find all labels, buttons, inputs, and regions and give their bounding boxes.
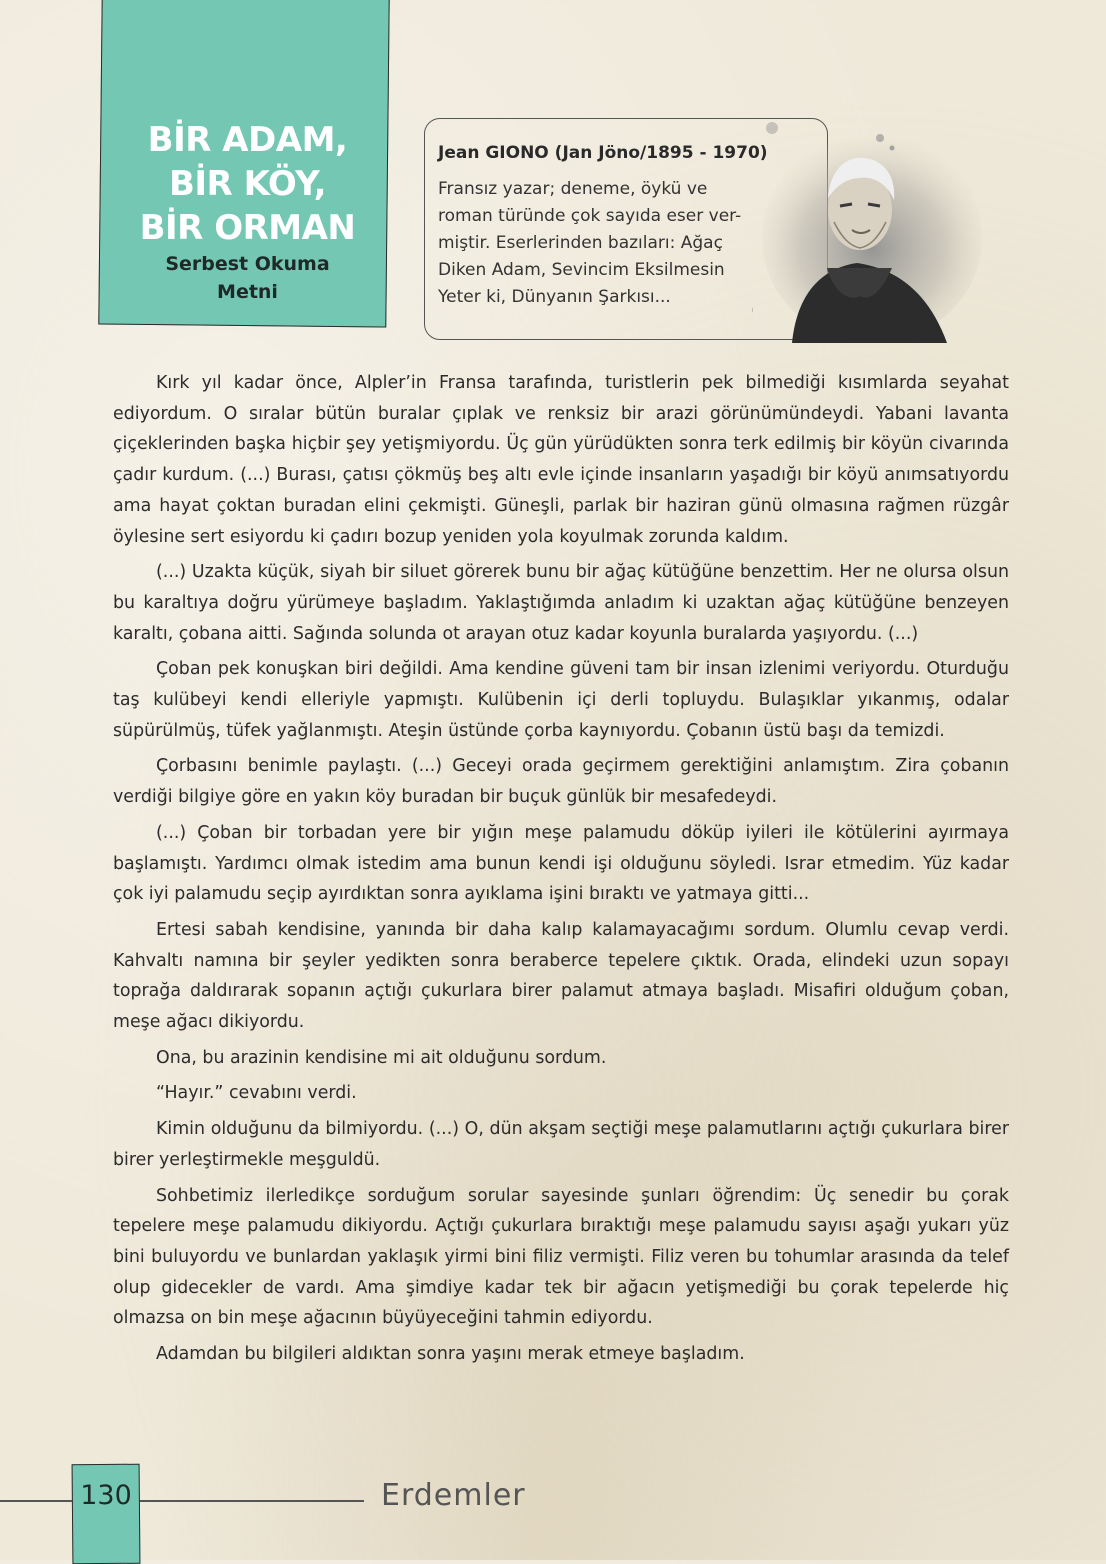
- author-desc-line: Diken Adam, Sevincim Eksilmesin: [438, 260, 725, 280]
- footer-divider: [140, 1500, 364, 1502]
- author-desc-line: Fransız yazar; deneme, öykü ve: [438, 179, 708, 199]
- title-line: BİR KÖY,: [168, 164, 326, 204]
- paragraph: “Hayır.” cevabını verdi.: [156, 1083, 357, 1104]
- footer-divider: [0, 1500, 72, 1502]
- paragraph: (...) Çoban bir torbadan yere bir yığın meşe palamudu döküp iyileri ile kötülerini ayırmaya başlamıştı. Yardımcı olmak istedim ama bunun kendi işi olduğunu söyledi. Israr etmedim. Yüz kadar çok iyi palamudu seçip ayırdıktan sonra ayıklama işini bıraktı ve yatmaya gitti...: [113, 822, 1009, 905]
- paragraph: Sohbetimiz ilerledikçe sorduğum sorular sayesinde şunları öğrendim: Üç senedir bu çorak tepelere meşe palamudu dikiyordu. Açtığı çukurlara bıraktığı meşe palamudu sayısı aşağı yukarı yüz bini buluyordu ve bunlardan yaklaşık yirmi bini filiz vermişti. Filiz veren bu tohumlar arasında da telef olup gidecekler de vardı. Ama şimdiye kadar tek bir ağacın yetişmediği bu çorak tepelerde hiç olmazsa on bin meşe ağacının büyüyeceğini tahmin ediyordu.: [113, 1185, 1009, 1329]
- paragraph: Kırk yıl kadar önce, Alpler’in Fransa tarafında, turistlerin pek bilmediği kısımlarda seyahat ediyordum. O sıralar bütün buralar çıplak ve renksiz bir arazi görünümündeydi. Yabani lavanta çiçeklerinden başka hiçbir şey yetişmiyordu. Üç gün yürüdükten sonra terk edilmiş bir köyün civarında çadır kurdum. (...) Burası, çatısı çökmüş beş altı evle içinde insanların yaşadığı bir köyü anımsatıyordu ama hayat çoktan buradan elini çekmişti. Güneşli, parlak bir haziran günü olmasına rağmen rüzgâr öylesine sert esiyordu ki çadırı bozup yeniden yola koyulmak zorunda kaldım.: [113, 373, 1009, 547]
- paragraph: Ona, bu arazinin kendisine mi ait olduğunu sordum.: [156, 1047, 607, 1068]
- page-number-tab: [72, 1464, 141, 1564]
- title-line: BİR ADAM,: [147, 120, 348, 160]
- author-name: Jean GIONO (Jan Jöno/1895 - 1970): [438, 143, 768, 163]
- book-title: Erdemler: [381, 1478, 526, 1513]
- title-block: [110, 118, 385, 306]
- paragraph: Adamdan bu bilgileri aldıktan sonra yaşını merak etmeye başladım.: [156, 1344, 745, 1365]
- story-text: [113, 368, 1009, 1375]
- author-desc-line: roman türünde çok sayıda eser ver-: [438, 206, 742, 226]
- paragraph: (...) Uzakta küçük, siyah bir siluet görerek bunu bir ağaç kütüğüne benzettim. Her ne olursa olsun bu karaltıya doğru yürümeye başladım. Yaklaştığımda anladım ki uzaktan ağaç kütüğüne benzeyen karaltı, çobana aitti. Sağında solunda ot arayan otuz kadar koyunla buralarda yaşıyordu. (...): [113, 562, 1009, 644]
- author-description: [438, 176, 788, 311]
- subtitle-line: Metni: [217, 281, 278, 303]
- page-number: 130: [80, 1480, 132, 1511]
- author-desc-line: Yeter ki, Dünyanın Şarkısı...: [438, 287, 671, 307]
- paragraph: Çoban pek konuşkan biri değildi. Ama kendine güveni tam bir insan izlenimi veriyordu. Oturduğu taş kulübeyi kendi elleriyle yapmıştı. Kulübenin içi derli topluydu. Bulaşıklar yıkanmış, odalar süpürülmüş, tüfek yağlanmıştı. Ateşin üstünde çorba kaynıyordu. Çobanın üstü başı da temizdi.: [113, 659, 1009, 741]
- author-portrait-icon: [752, 118, 982, 343]
- subtitle-line: Serbest Okuma: [165, 253, 330, 275]
- title-line: BİR ORMAN: [139, 208, 356, 248]
- page-subtitle: [110, 250, 385, 306]
- author-desc-line: miştir. Eserlerinden bazıları: Ağaç: [438, 233, 723, 253]
- page-title: [110, 118, 385, 250]
- paragraph: Kimin olduğunu da bilmiyordu. (...) O, dün akşam seçtiği meşe palamutlarını açtığı çukurlara birer birer yerleştirmekle meşguldü.: [113, 1119, 1009, 1170]
- paragraph: Ertesi sabah kendisine, yanında bir daha kalıp kalamayacağımı sordum. Olumlu cevap verdi. Kahvaltı namına bir şeyler yedikten sonra beraberce tepelere çıktık. Orada, elindeki uzun sopayı toprağa daldırarak sopanın açtığı çukurlara birer palamut atmaya başladı. Misafiri olduğum çoban, meşe ağacı dikiyordu.: [113, 919, 1009, 1033]
- paragraph: Çorbasını benimle paylaştı. (...) Geceyi orada geçirmem gerektiğini anlamıştım. Zira çobanın verdiği bilgiye göre en yakın köy buradan bir buçuk günlük bir mesafedeydi.: [113, 756, 1009, 808]
